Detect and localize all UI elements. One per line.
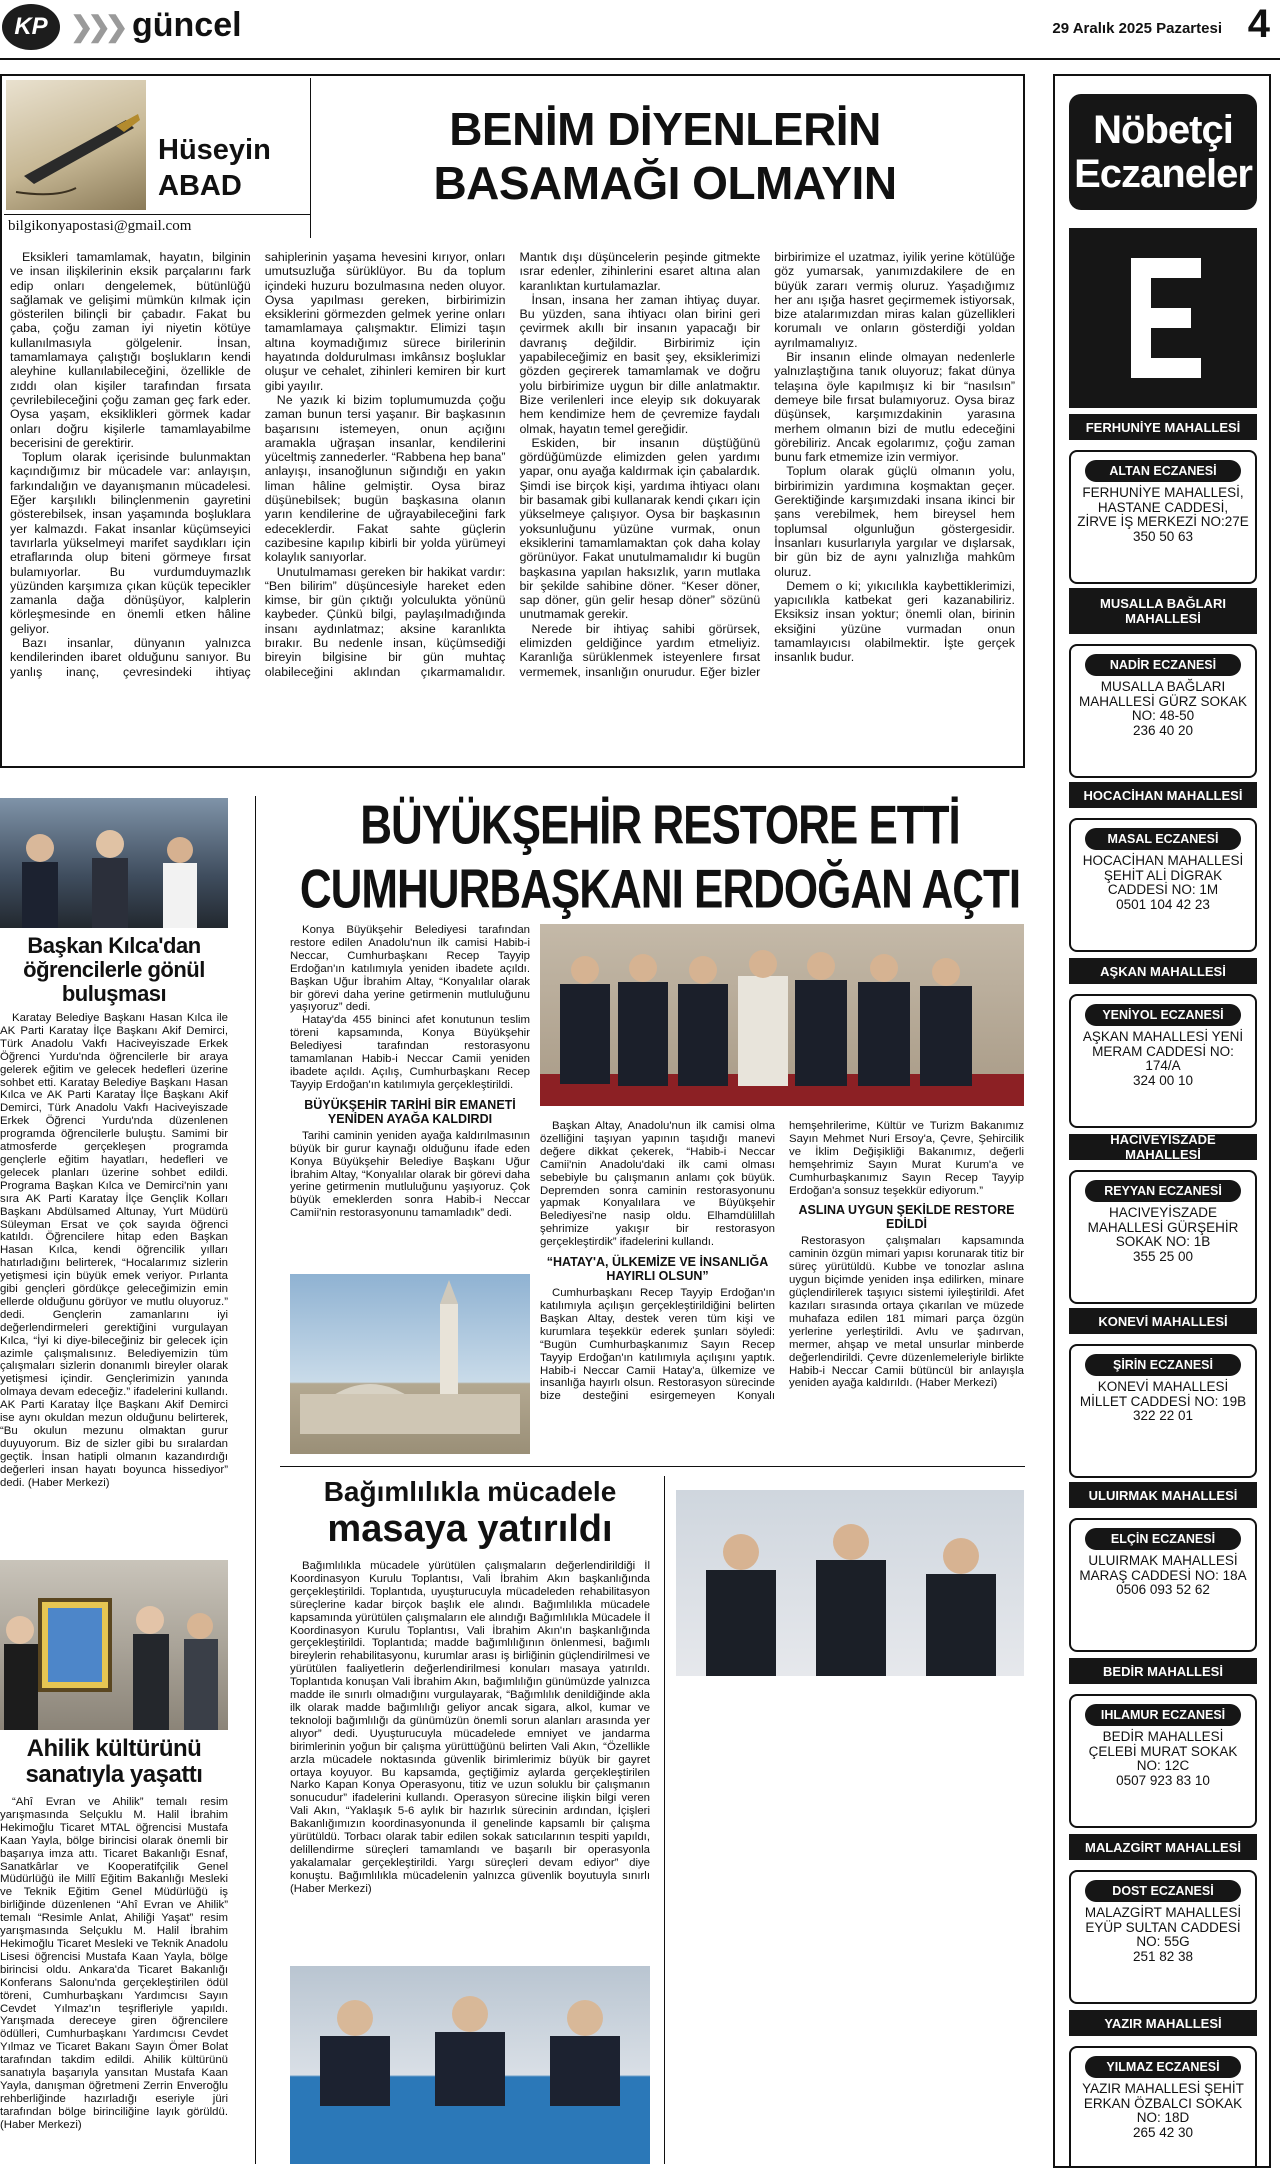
sidebar-title-1: Nöbetçi: [1093, 108, 1233, 152]
district-label: HACIVEYİSZADE MAHALLESİ: [1069, 1134, 1257, 1160]
column-paragraph: Nerede bir ihtiyaç sahibi görürsek, elimizden geldiğince yardım etmeliyiz. Karanlığa sürüklenmek isteyenlere fırsat vermemek, insanlığın onurudur. Eğer bizler birbirimize el uzatmaz, iyilik yerine kötülüğe göz yumarsak, yanımızdakilere de en büyük zararı vermiş oluruz. Yaşadığımız her anı ışığa hasret geçirmemek istiyorsak, bize atalarımızdan miras kalan güzellikleri korumalı ve onların gösterdiği yoldan ayrılmamalıyız.: [519, 250, 1015, 679]
bagimlilik-meeting-photo: [290, 1966, 650, 2164]
pharmacy-name: YILMAZ ECZANESİ: [1085, 2056, 1241, 2078]
restore-officials-photo: [540, 924, 1024, 1106]
pharmacy-phone: 251 82 38: [1132, 1948, 1194, 1964]
district-label: FERHUNİYE MAHALLESİ: [1069, 414, 1257, 440]
restore-subheading: ASLINA UYGUN ŞEKİLDE RESTORE EDİLDİ: [798, 1203, 1015, 1232]
bagimlilik-headline-2: masaya yatırıldı: [327, 1508, 613, 1550]
column-divider: [255, 796, 256, 2164]
pharmacy-card: [1069, 1518, 1257, 1652]
restore-headline-2: CUMHURBAŞKANI ERDOĞAN AÇTI: [299, 858, 1021, 920]
pharmacy-sidebar: [1053, 74, 1271, 2168]
pharmacy-card: [1069, 2046, 1257, 2168]
sivlilik-event-photo: [676, 1490, 1024, 1676]
divider: [280, 1466, 1025, 1467]
column-paragraph: Toplum olarak güçlü olmanın yolu, birbirimizin yardımına koşmaktan geçer. Gerektiğinde karşımızdaki insana ikinci bir şans verebilmek, hem bireysel hem toplumsal olgunluğun göstergesidir. İnsanları kusurlarıyla yargılar ve dışlarsak, bir gün biz de aynı yalnızlığa mahkûm oluruz.: [774, 464, 1015, 579]
divider: [310, 78, 311, 238]
pharmacy-name: DOST ECZANESİ: [1085, 1880, 1241, 1902]
kilca-students-photo: [0, 798, 228, 928]
pharmacy-address: MUSALLA BAĞLARI MAHALLESİ GÜRZ SOKAK NO: 48-50: [1078, 679, 1248, 723]
pharmacy-address: BEDİR MAHALLESİ ÇELEBİ MURAT SOKAK NO: 12C: [1088, 1729, 1238, 1773]
pharmacy-card: [1069, 1344, 1257, 1478]
pharmacy-name: IHLAMUR ECZANESİ: [1085, 1704, 1241, 1726]
restore-paragraph: Restorasyon çalışmaları kapsamında caminin özgün mimari yapısı korunarak titiz bir süreç yürütüldü. Kubbe ve tonozlar aslına uygun biçimde yeniden inşa edilirken, minare güçlendirilerek taşıyıcı sistemi iyileştirildi. Afet kazıları sırasında ortaya çıkarılan ve müzede muhafaza edilen 181 mimari parça özgün yerlerine yerleştirildi. Avlu ve şadırvan, mermer, ahşap ve metal unsurlar minberde değerlendirildi. Çevre düzenlemeleriyle birlikte Habib-i Neccar Camii bütüncül bir anlayışla yeniden ayağa kaldırıldı. (Haber Merkezi): [789, 1235, 1024, 1390]
pharmacy-card: [1069, 1170, 1257, 1304]
pharmacy-phone: 322 22 01: [1132, 1408, 1194, 1423]
restore-subheading: “HATAY'A, ÜLKEMİZE VE İNSANLIĞA HAYIRLI OLSUN”: [546, 1255, 769, 1284]
pharmacy-name: NADİR ECZANESİ: [1085, 654, 1241, 676]
pharmacy-phone: 265 42 30: [1132, 2124, 1194, 2140]
pharmacy-phone: 350 50 63: [1132, 528, 1194, 544]
pharmacy-card: [1069, 644, 1257, 778]
ahilik-body: [0, 1796, 228, 2164]
column-paragraph: Eksikleri tamamlamak, hayatın, bilginin ve insan ilişkilerinin eksik parçalarını fark edip onları dengelemek, bütünlüğü sağlamak ve gelişimi mümkün kılmak için gösterilen bilinçli bir çabadır. Fakat bu çaba, çoğu zaman iyi niyetin kötüye kullanılmasıyla gölgelenir. İnsan, tamamlamaya çalıştığı boşlukların kendi aleyhine kullanılabileceğini, özellikle de zıddı olan kişiler tarafından fırsata çevrilebileceğini çoğu zaman geç fark eder. Oysa yaşam, eksiklikleri görmek kadar onları doğru kişilerle tamamlayabilme becerisini de gerektirir.: [10, 250, 251, 450]
kilca-paragraph: Karatay Belediye Başkanı Hasan Kılca ile AK Parti Karatay İlçe Başkanı Akif Demirci, Türk Anadolu Vakfı Haciveyiszade Erkek Öğrenci Yurdu'nda öğrencilerle bir araya gelerek eğitim ve gelecek hedefleri üzerine sohbet etti. Karatay Belediye Başkanı Hasan Kılca ve AK Parti Karatay İlçe Başkanı Akif Demirci, Türk Anadolu Vakfı Haciveyiszade Erkek Öğrenci Yurdu'nda düzenlenen programda öğrencilerle buluştu. Samimi bir atmosferde gerçekleşen programda gençlerle eğitim hayatları, hedefleri ve gelecek planları üzerine sohbet edildi. Programa Başkan Kılca ve Demirci'nin yanı sıra AK Parti Karatay İlçe Gençlik Kolları Başkanı Abdülsamed Altunay, Yurt Müdürü Süleyman Ersat ve çok sayıda öğrenci katıldı. Öğrencilere hitap eden Başkan Hasan Kılca, kendi öğrencilik yılları hatırladığını belirterek, “Hocalarımız sizlerin yetişmesi için büyük emek veriyor. Pırlanta gibi gençleri gördükçe geleceğimizin emin ellerde olduğunu görüyor ve mutlu oluyoruz.” dedi. Gençlerin zamanlarını iyi değerlendirmeleri gerektiğini vurgulayan Kılca, “İyi ki diye-bileceğiniz bir gelecek için azimle çalışmalısınız. Belediyemizin tüm çalışmaları sizlerin donanımlı bireyler olarak yetişmesi içindir. Gençlerimizin yanında olmaya devam edeceğiz.” ifadelerini kullandı. AK Parti Karatay İlçe Başkanı Akif Demirci ise aynı okuldan mezun olduğunu belirterek, “Bu okulun mezunu olmaktan gurur duyuyorum. Biz de sizler gibi bu sıralardan geçtik. İnsan hatipli olmanın kazandırdığı değerleri insan hayatı boyunca hissediyor” dedi. (Haber Merkezi): [0, 1012, 228, 1489]
bagimlilik-headline-1: Bağımlılıkla mücadele: [323, 1476, 617, 1507]
column-paragraph: Unutulmaması gereken bir hakikat vardır: “Ben bilirim” düşüncesiyle hareket eden kimse, bir gün çıktığı yolculukta yönünü kaybeder. Çünkü bilgi, paylaşılmadığında insanı aydınlatmaz; aksine karanlıkta bırakır. Bu nedenle insan, küçümsediği bireyin bilgisine bir gün muhtaç olabileceğini aklından çıkarmamalıdır. Mantık dışı düşüncelerin peşinde gitmekte ısrar edenler, zihinlerini esaret altına alan karanlıktan kurtulamazlar.: [264, 250, 761, 679]
column-body: [10, 250, 1015, 760]
chevron-icon: ❯❯❯: [70, 11, 123, 42]
mosque-photo: [290, 1274, 530, 1454]
pharmacy-card: [1069, 450, 1257, 584]
author-pen-photo: [6, 80, 146, 210]
pharmacy-card: [1069, 1870, 1257, 2004]
pharmacy-name: REYYAN ECZANESİ: [1085, 1180, 1241, 1202]
pharmacy-name: MASAL ECZANESİ: [1085, 828, 1241, 850]
pharmacy-address: FERHUNİYE MAHALLESİ, HASTANE CADDESİ, ZİRVE İŞ MERKEZİ NO:27E: [1077, 485, 1249, 529]
issue-date: 29 Aralık 2025 Pazartesi: [1052, 20, 1222, 37]
restore-headline-1: BÜYÜKŞEHİR RESTORE ETTİ: [360, 794, 960, 856]
pharmacy-card: [1069, 818, 1257, 952]
district-label: BEDİR MAHALLESİ: [1069, 1658, 1257, 1684]
district-label: MALAZGİRT MAHALLESİ: [1069, 1834, 1257, 1860]
pharmacy-phone: 324 00 10: [1132, 1072, 1194, 1088]
district-label: YAZIR MAHALLESİ: [1069, 2010, 1257, 2036]
author-last-name: ABAD: [158, 170, 242, 202]
pharmacy-name: ŞİRİN ECZANESİ: [1085, 1354, 1241, 1376]
district-label: MUSALLA BAĞLARI MAHALLESİ: [1069, 588, 1257, 634]
pharmacy-phone: 0507 923 83 10: [1116, 1772, 1210, 1788]
header-rule: [0, 58, 1280, 60]
pharmacy-address: HACIVEYİSZADE MAHALLESİ GÜRŞEHİR SOKAK NO: 1B: [1087, 1205, 1239, 1249]
restore-paragraph: Cumhurbaşkanı Recep Tayyip Erdoğan'ın katılımıyla açılışın gerçekleştirildiğini belirten Başkan Altay, destek veren tüm kişi ve kurumlara teşekkür ederek şunları söyledi: “Bugün Cumhurbaşkanımız Sayın Recep Tayyip Erdoğan'ın katılımıyla açılışını yaptık. Habib-i Neccar Camii Hatay'a, ülkemize ve insanlığa hayırlı olsun. Restorasyon sürecinde bize desteğini esirgemeyen Konyalı hemşehrilerime, Kültür ve Turizm Bakanımız Sayın Mehmet Nuri Ersoy'a, Çevre, Şehircilik ve İklim Değişikliği Bakanımız, değerli hemşehrimiz Sayın Murat Kurum'a ve Cumhurbaşkanımız Sayın Recep Tayyip Erdoğan'a sonsuz teşekkür ediyorum.”: [540, 1120, 1024, 1403]
restore-paragraph: Hatay'da 455 bininci afet konutunun teslim töreni kapsamında, Konya Büyükşehir Belediyesi tarafından restorasyonu tamamlanan Habib-i Neccar Camii yeniden ibadete açıldı. Açılış, Cumhurbaşkanı Recep Tayyip Erdoğan'ın katılımıyla gerçekleştirildi.: [290, 1014, 530, 1091]
sidebar-title-2: Eczaneler: [1074, 152, 1252, 196]
restore-intro: [290, 924, 530, 1220]
page-number: 4: [1247, 2, 1270, 46]
restore-paragraph: Konya Büyükşehir Belediyesi tarafından restore edilen Anadolu'nun ilk camisi Habib-i Neccar, Cumhurbaşkanı Recep Tayyip Erdoğan'ın katılımıyla yeniden ibadete açıldı. Başkan Uğur İbrahim Altay, “Konyalılar olarak bir görevi daha yerine getirmenin mutluluğunu yaşıyoruz” dedi.: [290, 924, 530, 1014]
pharmacy-name: ALTAN ECZANESİ: [1085, 460, 1241, 482]
column-paragraph: Demem o ki; yıkıcılıkla kaybettiklerimizi, yapıcılıkla katbekat geri kazanabiliriz. Eksiksiz insan yoktur; önemli olan, birinin eksiğini yüzüne vurmadan onun tamamlayıcısı olabilmektir. İşte gerçek insanlık budur.: [774, 578, 1015, 665]
sidebar-title: [1069, 94, 1257, 210]
column-headline-1: BENİM DİYENLERİN: [449, 103, 881, 155]
restore-body-cont: [540, 1120, 1024, 1460]
pharmacy-address: AŞKAN MAHALLESİ YENİ MERAM CADDESİ NO: 174/A: [1082, 1029, 1244, 1073]
restore-paragraph: Tarihi caminin yeniden ayağa kaldırılmasının büyük bir gurur kaynağı olduğunu ifade eden Konya Büyükşehir Belediye Başkanı Uğur İbrahim Altay, “Konyalılar olarak bir görevi daha yerine getirmenin mutluluğunu yaşıyoruz. Çok büyük emeklerden sonra Habib-i Neccar Camii'nin restorasyonunu tamamladık” dedi.: [290, 1129, 530, 1220]
district-label: AŞKAN MAHALLESİ: [1069, 958, 1257, 984]
kilca-body: [0, 1012, 228, 1534]
sivlilik-body: [676, 1734, 1024, 2164]
column-paragraph: Toplum olarak içerisinde bulunmaktan kaçındığımız bir mücadele var: anlayışın, farkındalığın ve dayanışmanın mücadelesi. Eğer karşılıklı bilinçlenmenin gayretini gösterebilsek, insan yaşamında boşluklara yer kalmazdı. Fakat insanlar küçümseyici tavırlarla yükselmeyi marifet saydıkları için etraflarında olup biteni görmeye fırsat bulamıyorlar. Bu vurdumduymazlık yüzünden karşımıza çıkan küçük tepecikler zamanla dağa dönüşüyor, kalplerin körleşmesinde en önemli etken hâline geliyor.: [10, 450, 251, 636]
pharmacy-name: ELÇİN ECZANESİ: [1085, 1528, 1241, 1550]
column-headline-2: BASAMAĞI OLMAYIN: [433, 157, 897, 209]
district-label: KONEVİ MAHALLESİ: [1069, 1308, 1257, 1334]
pharmacy-name: YENİYOL ECZANESİ: [1085, 1004, 1241, 1026]
pharmacy-address: MALAZGİRT MAHALLESİ EYÜP SULTAN CADDESİ NO: 55G: [1084, 1905, 1242, 1949]
pharmacy-card: [1069, 994, 1257, 1128]
pharmacy-phone: 355 25 00: [1132, 1248, 1194, 1264]
district-label: HOCACİHAN MAHALLESİ: [1069, 782, 1257, 808]
column-paragraph: Ne yazık ki bizim toplumumuzda çoğu zaman bunun tersi yaşanır. Bir başkasının başarısını istemeyen, onun açığını aramakla uğraşan insanlar, kendilerini yüceltmiş zannederler. “Rabbena hep bana” anlayışı, insanoğlunun sığındığı en yakın liman hâline gelmiştir. Oysa biraz düşünebilsek; bugün başkasına olanın yarın kendilerine de uğrayabileceğini fark edeceklerdir. Fakat sahte güçlerin cazibesine kapılıp kibirli bir yolda yürümeyi kolaylık sanıyorlar.: [264, 392, 506, 565]
pharmacy-address: YAZIR MAHALLESİ ŞEHİT ERKAN ÖZBALCI SOKAK NO: 18D: [1082, 2081, 1244, 2125]
newspaper-logo: KP: [2, 4, 60, 50]
ahilik-headline: Ahilik kültürünü sanatıyla yaşattı: [25, 1735, 203, 1788]
district-label: ULUIRMAK MAHALLESİ: [1069, 1482, 1257, 1508]
divider: [664, 1476, 665, 2164]
pharmacy-card: [1069, 1694, 1257, 1828]
column-paragraph: Bazı insanlar, dünyanın yalnızca kendilerinden ibaret olduğunu sanıyor. Bu yanlış inanç, çevresindeki ihtiyaç sahiplerinin yaşama hevesini kırıyor, onları umutsuzluğa sürüklüyor. Bu da toplum içindeki huzuru bozulmasına neden oluyor. Oysa yapılması gereken, birbirimizin eksiklerini görmezden gelmek yerine onları tamamlamaya çalışmaktır. Elimizi taşın altına koymadığımız sürece birilerinin hayatında doldurulması imkânsız boşluklar oluşur ve cehalet, zihinleri kemiren bir kurt gibi yayılır.: [10, 250, 506, 679]
pharmacy-address: ULUIRMAK MAHALLESİ MARAŞ CADDESİ NO: 18A: [1079, 1553, 1247, 1583]
restore-subheading: BÜYÜKŞEHİR TARİHİ BİR EMANETİ YENİDEN AYAĞA KALDIRDI: [304, 1097, 516, 1126]
restore-paragraph: Başkan Altay, Anadolu'nun ilk camisi olma özelliğini taşıyan yapının taşıdığı manevi değere dikkat çekerek, “Habib-i Neccar Camii'nin Anadolu'daki ilk cami olması sebebiyle bu çalışmanın anlamı çok büyük. Depremden sonra caminin restorasyonunu yapmak Konyalılara ve Büyükşehir Belediyesi'ne nasip oldu. Elhamdülillah şehrimize yakışır bir restorasyon gerçekleştirdik” ifadelerini kullandı.: [540, 1120, 775, 1249]
pharmacy-address: KONEVİ MAHALLESİ MİLLET CADDESİ NO: 19B: [1079, 1379, 1247, 1409]
column-paragraph: İnsan, insana her zaman ihtiyaç duyar. Bu yüzden, sana ihtiyacı olan birini geri çevirmek akıllı bir insanın yapacağı bir davranış değildir. Birbirimiz için yapabileceğimiz en basit şey, eksiklerimizi gözden geçirerek tamamlamak ve doğru yolu birbirimize uygun bir dille anlatmaktır. Bize verilenleri ince eleyip sık dokuyarak hem kendimize hem de çevremize faydalı olmak, hayatın temel gereğidir.: [519, 292, 761, 436]
author-first-name: Hüseyin: [158, 134, 271, 166]
column-paragraph: Bir insanın elinde olmayan nedenlerle yalnızlaştığına tanık oluyoruz; fakat dünya telaşına öyle kapılmışız ki bir “nasılsın” demeye bile fırsat bulamıyoruz. Oysa biraz düşünsek, karşımızdakinin yarasına merhem olmanın bizi de mutlu edeceğini görebiliriz. Ancak egolarımız, çoğu zaman bunu fark etmemize izin vermiyor.: [774, 350, 1015, 465]
ahilik-paragraph: “Ahî Evran ve Ahilik” temalı resim yarışmasında Selçuklu M. Halil İbrahim Hekimoğlu Ticaret MTAL öğrencisi Mustafa Kaan Yayla, bölge birincisi olarak önemli bir başarıya imza attı. Ticaret Bakanlığı Esnaf, Sanatkârlar ve Kooperatifçilik Genel Müdürlüğü ile Millî Eğitim Bakanlığı Mesleki ve Teknik Eğitim Genel Müdürlüğü iş birliğinde düzenlenen “Ahî Evran ve Ahilik” temalı “Resimle Anlat, Ahiliği Yaşat” resim yarışmasında Selçuklu M. Halil İbrahim Hekimoğlu Ticaret Mesleki ve Teknik Anadolu Lisesi öğrencisi Mustafa Kaan Yayla, bölge birincisi oldu. Ankara'da Ticaret Bakanlığı Konferans Salonu'nda gerçekleştirilen ödül töreni, Cumhurbaşkanı Yardımcısı Sayın Cevdet Yılmaz'ın teşrifleriyle yapıldı. Yarışmada dereceye giren öğrencilere ödülleri, Cumhurbaşkanı Yardımcısı Cevdet Yılmaz ve Ticaret Bakanı Sayın Ömer Bolat tarafından takdim edildi. Ahilik kültürünü sanatıyla başarıyla yansıtan Mustafa Kaan Yayla, danışman öğretmeni Zerrin Enveroğlu rehberliğinde hazırladığı eseriyle jüri tarafından bölge birinciliğine layık görüldü. (Haber Merkezi): [0, 1796, 228, 2131]
pharmacy-phone: 0501 104 42 23: [1116, 896, 1210, 912]
pharmacy-phone: 0506 093 52 62: [1116, 1582, 1210, 1597]
column-paragraph: Eskiden, bir insanın düştüğünü gördüğümüzde elimizden gelen yardımı yapar, onu ayağa kaldırmak için çabalardık. Şimdi ise birçok kişi, yardıma ihtiyacı olanı bir basamak gibi kullanarak kendi çıkarı için yükselmeye çalışıyor. Oysa bir başkasının yoksunluğunu yüzüne vurmak, onun eksiklerini tamamlamaktan çok daha kolay görünüyor. Fakat unutulmamalıdır ki bugün başkasına yapılan haksızlık, yarın mutlaka bir şekilde sahibine döner. “Keser döner, sap döner, gün gelir hesap döner” sözünü unutmamak gerekir.: [519, 435, 761, 622]
pharmacy-address: HOCACİHAN MAHALLESİ ŞEHİT ALİ DİGRAK CADDESİ NO: 1M: [1082, 853, 1244, 897]
bagimlilik-body: [290, 1560, 650, 1964]
pharmacy-phone: 236 40 20: [1132, 722, 1194, 738]
bagimlilik-paragraph: Bağımlılıkla mücadele yürütülen çalışmaların değerlendirildiği İl Koordinasyon Kurulu Toplantısı, Vali İbrahim Akın başkanlığında gerçekleştirildi. Toplantıda, uyuşturucuyla mücadeleden rehabilitasyon süreçlerine kadar birçok başlık ele alındı. Bağımlılıkla mücadele kapsamında yürütülen çalışmaların ele alındığı Bağımlılıkla Mücadele İl Koordinasyon Kurulu Toplantısı, Vali İbrahim Akın'ın başkanlığında gerçekleştirildi. Toplantıda; madde bağımlılığının önlenmesi, bağımlı bireylerin rehabilitasyonu, kurumlar arası iş birliğinin güçlendirilmesi ve yürütülen faaliyetlerin değerlendirilmesi konuları masaya yatırıldı. Toplantıda konuşan Vali İbrahim Akın, bağımlılığın günümüzde yalnızca madde ile sınırlı olmadığını vurgulayarak, “Bağımlılık denildiğinde akla ilk olarak madde bağımlılığı geliyor ancak sigara, alkol, kumar ve teknoloji bağımlılığı da günümüzün önemli sorun alanları arasında yer alıyor” dedi. Uyuşturucuyla mücadelede emniyet ve jandarma birimlerinin yoğun bir çalışma yürüttüğünü belirten Vali Akın, “Özellikle arzla mücadele noktasında güvenlik birimlerimiz büyük bir gayret ortaya koyuyor. Bu kapsamda, geçtiğimiz aylarda gerçekleştirilen Narko Kapan Konya Operasyonu, titiz ve uzun soluklu bir çalışmanın sonucudur” ifadelerini kullandı. Operasyon sürecine ilişkin bilgi veren Vali Akın, “Yaklaşık 5-6 aylık bir hazırlık sürecinin ardından, İçişleri Bakanlığımızın koordinasyonunda il genelinde kapsamlı bir çalışma yürütüldü. Torbacı olarak tabir edilen sokak satıcılarının tespiti yapıldı, delillendirme süreçleri tamamlandı ve başarılı bir operasyonla yakalamalar gerçekleştirildi. Yargı süreçleri devam ediyor” diye konuştu. Bağımlılıkla mücadelenin yalnızca güvenlik boyutuyla sınırlı (Haber Merkezi): [290, 1560, 650, 1895]
section-title: güncel: [132, 6, 242, 44]
ahilik-award-photo: [0, 1560, 228, 1730]
author-email: bilgikonyapostasi@gmail.com: [4, 214, 310, 236]
kilca-headline: Başkan Kılca'dan öğrencilerle gönül buluşması: [23, 933, 205, 1006]
letter-e-icon: [1069, 228, 1257, 408]
